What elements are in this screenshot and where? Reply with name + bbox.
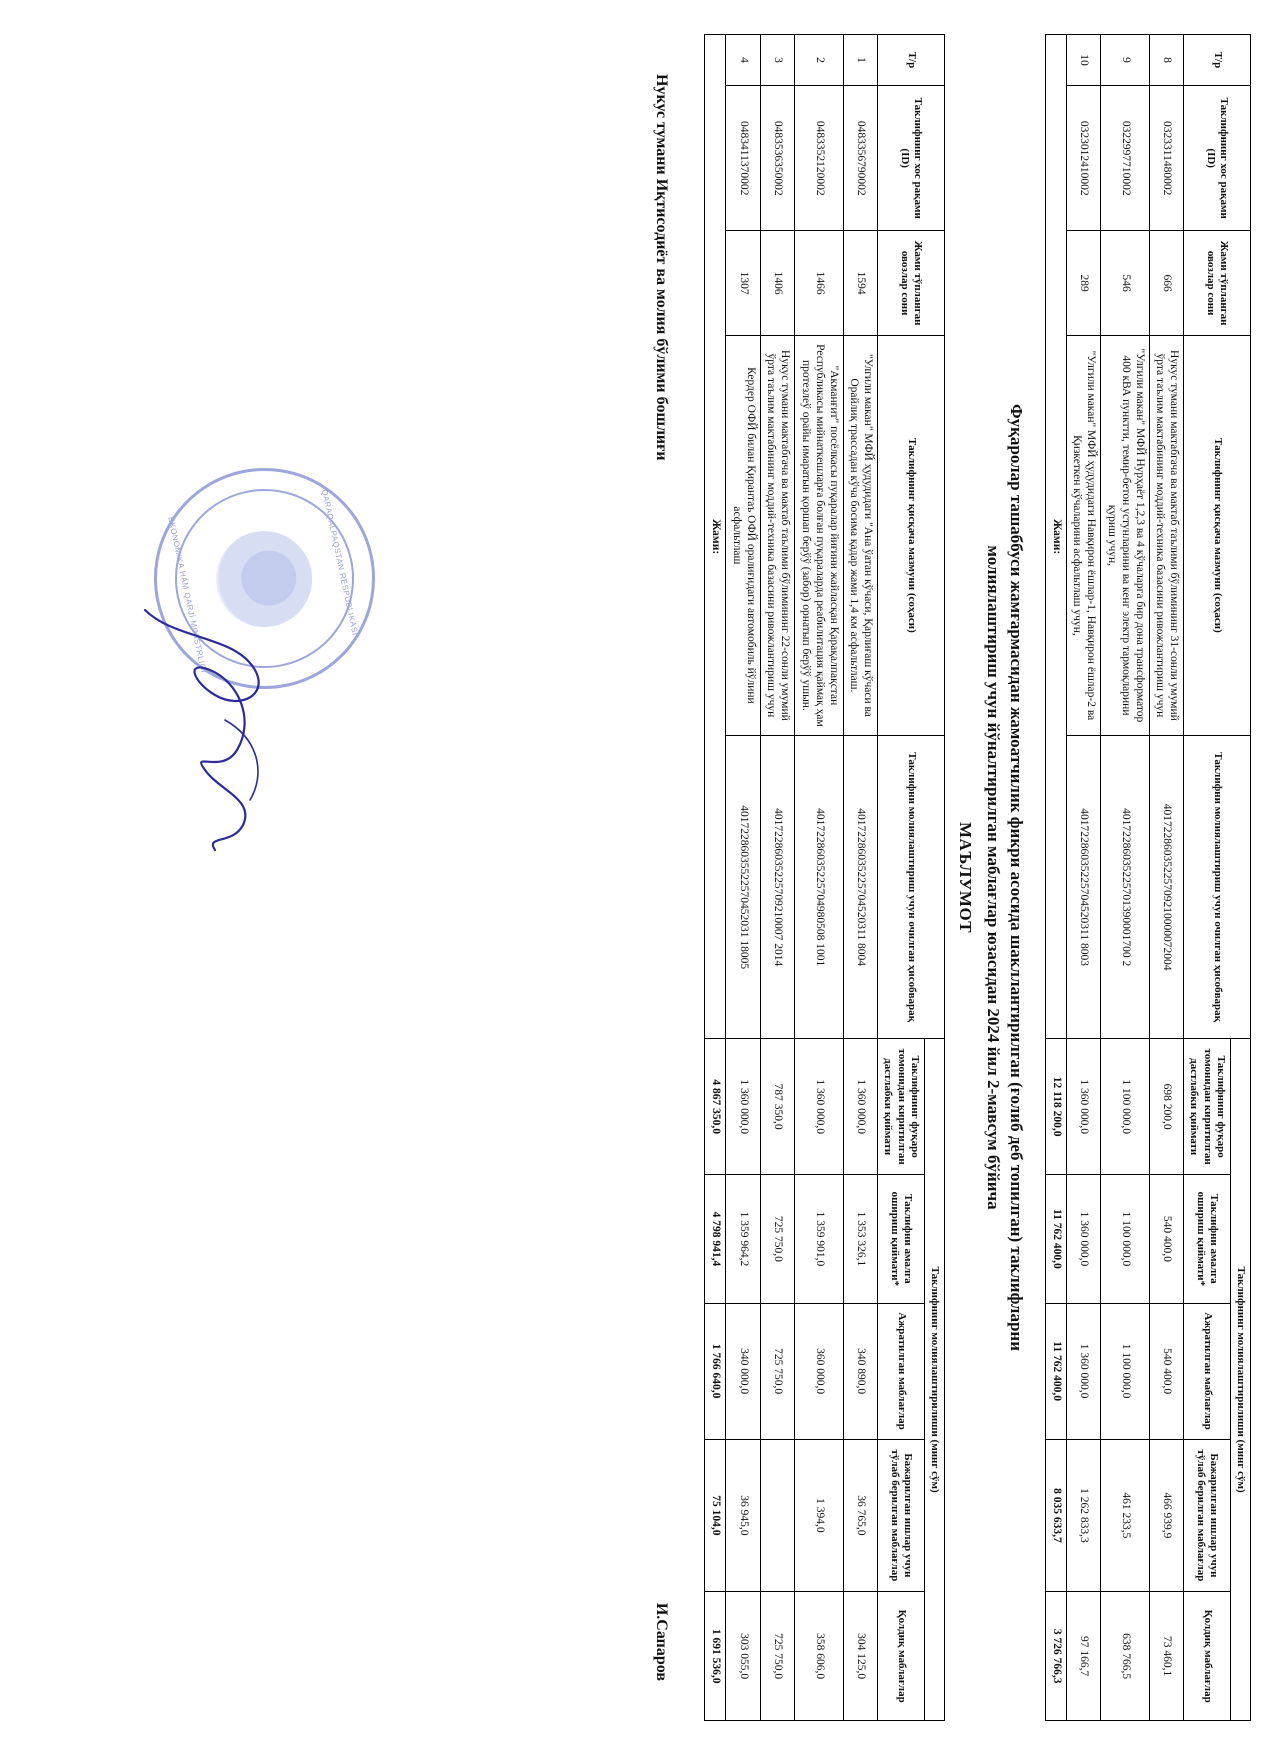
cell-id: 0483356790002 [843,85,878,231]
cell-votes: 1307 [726,231,761,335]
cell-total-label: Жами: [705,35,726,1039]
table-continuation [1045,34,1251,1721]
col-remaining: Қолдиқ маблағлар [1184,1592,1231,1721]
cell-allocated: 340 890,0 [843,1303,878,1439]
col-allocated: Ажратилган маблағлар [1184,1303,1231,1439]
col-paid: Бажарилган ишлар учун тўлаб берилган маблағлар [1184,1439,1231,1592]
col-allocated: Ажратилган маблағлар [878,1303,925,1439]
table-row [1101,35,1149,1721]
signatory-name: И.Сапаров [653,1602,671,1681]
table-total-row [1045,35,1066,1721]
cell-no: 4 [726,35,761,86]
page-subtitle: МАЪЛУМОТ [956,821,975,934]
cell-impl: 1 359 901,0 [795,1175,843,1304]
page-title: Фуқаролар ташаббуси жамғармасидан жамоатчилик фикри асосида шакллантирилган (ғолиб деб топилган) таклифларни молиялаштириш учун йўналтирилган маблағлар юзасидан 2024 йил 2-мавсум бўйича [983,403,1026,1352]
cell-initial: 1 360 000,0 [843,1039,878,1175]
cell-votes: 666 [1149,231,1184,335]
table-total-row [705,35,726,1721]
cell-total-label: Жами: [1045,35,1066,1039]
col-implementation-value: Таклифни амалга ошириш қиймати* [878,1175,925,1304]
table-row [760,35,795,1721]
cell-total-initial: 4 867 350,0 [705,1039,726,1175]
cell-desc: "Акманғит" посёлкасы пуқаралар йиғини жайласқан Қарақалпақстан Республикасы мийнаткешларға болған пуқараларда реабилитация қаймақ ҳам протезлеў орайы имаратын қоршап берўў (забор) орнатып берўў ушын. [795,335,843,735]
col-id: Таклифнинг хос рақами (ID) [1184,85,1251,231]
cell-id: 0323311480002 [1149,85,1184,231]
cell-account: 40172286035225704980508 1001 [795,736,843,1039]
cell-total-remaining: 3 726 766,3 [1045,1592,1066,1721]
cell-impl: 1 100 000,0 [1101,1175,1149,1304]
table-row [1149,35,1184,1721]
cell-total-impl: 11 762 400,0 [1045,1175,1066,1304]
col-paid: Бажарилган ишлар учун тўлаб берилган маблағлар [878,1439,925,1592]
cell-total-remaining: 1 691 536,0 [705,1592,726,1721]
cell-votes: 546 [1101,231,1149,335]
cell-remaining: 304 125,0 [843,1592,878,1721]
cell-paid: 1 394,0 [795,1439,843,1592]
cell-votes: 1594 [843,231,878,335]
col-implementation-value: Таклифни амалга ошириш қиймати* [1184,1175,1231,1304]
col-no: Т/р [878,35,945,86]
cell-paid: 466 939,9 [1149,1439,1184,1592]
col-group-financing: Таклифнинг молиялаштирилиши (минг сўм) [924,1039,944,1721]
cell-total-allocated: 1 766 640,0 [705,1303,726,1439]
col-votes: Жами тўпланган овозлар сони [878,231,945,335]
stamp-emblem-icon [208,522,322,636]
col-initial-value: Таклифнинг фуқаро томонидан киритилган дастлабки қиймати [1184,1039,1231,1175]
col-votes: Жами тўпланган овозлар сони [1184,231,1251,335]
stamp-bottom-text: EKONOMIKA HÁM QARJÍ MINISTRLIGI [166,515,209,674]
cell-votes: 1466 [795,231,843,335]
cell-no: 8 [1149,35,1184,86]
cell-no: 1 [843,35,878,86]
cell-remaining: 638 766,5 [1101,1592,1149,1721]
cell-impl: 1 353 326,1 [843,1175,878,1304]
col-initial-value: Таклифнинг фуқаро томонидан киритилган дастлабки қиймати [878,1039,925,1175]
cell-initial: 1 360 000,0 [726,1039,761,1175]
cell-initial: 1 360 000,0 [795,1039,843,1175]
cell-votes: 1406 [760,231,795,335]
cell-initial: 787 350,0 [760,1039,795,1175]
cell-no: 10 [1066,35,1101,86]
table-row [726,35,761,1721]
cell-no: 3 [760,35,795,86]
cell-account: 40172286035522570452031 18005 [726,736,761,1039]
cell-total-initial: 12 118 200,0 [1045,1039,1066,1175]
cell-account: 40172286035225709210007 2014 [760,736,795,1039]
cell-remaining: 725 750,0 [760,1592,795,1721]
cell-initial: 698 200,0 [1149,1039,1184,1175]
cell-total-impl: 4 798 941,4 [705,1175,726,1304]
table-row [795,35,843,1721]
cell-desc: "Улгили макан" МФЙ ҳудудидаги "Ана ўатан кўчаси, Қарлиғаш кўчаси ва Орайлиқ трассадан кўча босима қадар жами 1,4 км асфальтлаш. [843,335,878,735]
cell-desc: Нукус тумани мактабгача ва мактаб таълими бўлимининг 31-сонли умумий ўрта таълим мактабининг моддий-техника базасини ривожлантириш учун [1149,335,1184,735]
signatory-position: Нукус тумани Иқтисодиёт ва молия бўлими бошлиғи [653,74,671,461]
table-row [843,35,878,1721]
col-desc: Таклифнинг қисқача мазмуни (соҳаси) [1184,335,1251,735]
cell-allocated: 540 400,0 [1149,1303,1184,1439]
table-group-header-row [924,35,944,1721]
cell-allocated: 360 000,0 [795,1303,843,1439]
cell-account: 40172286035225701390001700 2 [1101,736,1149,1039]
cell-account: 40172286035225709210000072004 [1149,736,1184,1039]
cell-allocated: 1 100 000,0 [1101,1303,1149,1439]
cell-paid: 36 765,0 [843,1439,878,1592]
col-group-financing: Таклифнинг молиялаштирилиши (минг сўм) [1230,1039,1250,1721]
cell-id: 0483411370002 [726,85,761,231]
cell-remaining: 358 606,0 [795,1592,843,1721]
cell-impl: 1 360 000,0 [1066,1175,1101,1304]
col-id: Таклифнинг хос рақами (ID) [878,85,945,231]
cell-desc: "Улгили макан" МФЙ ҳудудидаги Навқирон ёшлар-1, Навқирон ёшлар-2 ва Қизкеткен кўчаларини асфальтлаш учун, [1066,335,1101,735]
cell-no: 2 [795,35,843,86]
col-remaining: Қолдиқ маблағлар [878,1592,925,1721]
stamp-top-text: QARAQALPAQSTAN RESPUBLIKASI [319,488,360,637]
cell-id: 0483536350002 [760,85,795,231]
cell-account: 40172286035225704520311 8004 [843,736,878,1039]
cell-paid: 1 262 833,3 [1066,1439,1101,1592]
cell-desc: Кердер ОФЙ билан Қирантаъ ОФЙ оралиғидаги автомобиль йўлини асфальтлаш [726,335,761,735]
signature-block [652,34,670,1721]
cell-impl: 540 400,0 [1149,1175,1184,1304]
cell-id: 0483352120002 [795,85,843,231]
cell-id: 0323012410002 [1066,85,1101,231]
cell-total-paid: 8 035 633,7 [1045,1439,1066,1592]
cell-allocated: 340 000,0 [726,1303,761,1439]
col-account: Таклифни молиялаштириш учун очилган ҳисобварақ [1184,736,1251,1039]
col-account: Таклифни молиялаштириш учун очилган ҳисобварақ [878,736,945,1039]
cell-no: 9 [1101,35,1149,86]
cell-allocated: 725 750,0 [760,1303,795,1439]
cell-allocated: 1 360 000,0 [1066,1303,1101,1439]
cell-initial: 1 360 000,0 [1066,1039,1101,1175]
table-group-header-row [1230,35,1250,1721]
cell-total-allocated: 11 762 400,0 [1045,1303,1066,1439]
official-stamp [133,447,395,709]
cell-total-paid: 75 104,0 [705,1439,726,1592]
cell-remaining: 97 166,7 [1066,1592,1101,1721]
cell-paid [760,1439,795,1592]
cell-votes: 289 [1066,231,1101,335]
col-desc: Таклифнинг қисқача мазмуни (соҳаси) [878,335,945,735]
cell-remaining: 303 055,0 [726,1592,761,1721]
cell-impl: 725 750,0 [760,1175,795,1304]
cell-id: 0322997710002 [1101,85,1149,231]
cell-paid: 461 233,5 [1101,1439,1149,1592]
col-no: Т/р [1184,35,1251,86]
cell-desc: "Улгили макан" МФЙ Нурҳаёт 1,2,3 ва 4 кўчаларга бир дона трансформатор 400 кВА пунктти, темир-бетон устунларини ва кенг электр тармоқларини қуриш учун, [1101,335,1149,735]
cell-initial: 1 100 000,0 [1101,1039,1149,1175]
cell-paid: 36 945,0 [726,1439,761,1592]
cell-account: 40172286035225704520311 8003 [1066,736,1101,1039]
cell-impl: 1 359 964,2 [726,1175,761,1304]
table-main [704,34,945,1721]
table-row [1066,35,1101,1721]
cell-remaining: 73 460,1 [1149,1592,1184,1721]
cell-desc: Нукус тумани мактабгача ва мактаб таълими бўлимининг 22-сонли умумий ўрта таълим мактабининг моддий-техника базасини ривожлантириш учун [760,335,795,735]
